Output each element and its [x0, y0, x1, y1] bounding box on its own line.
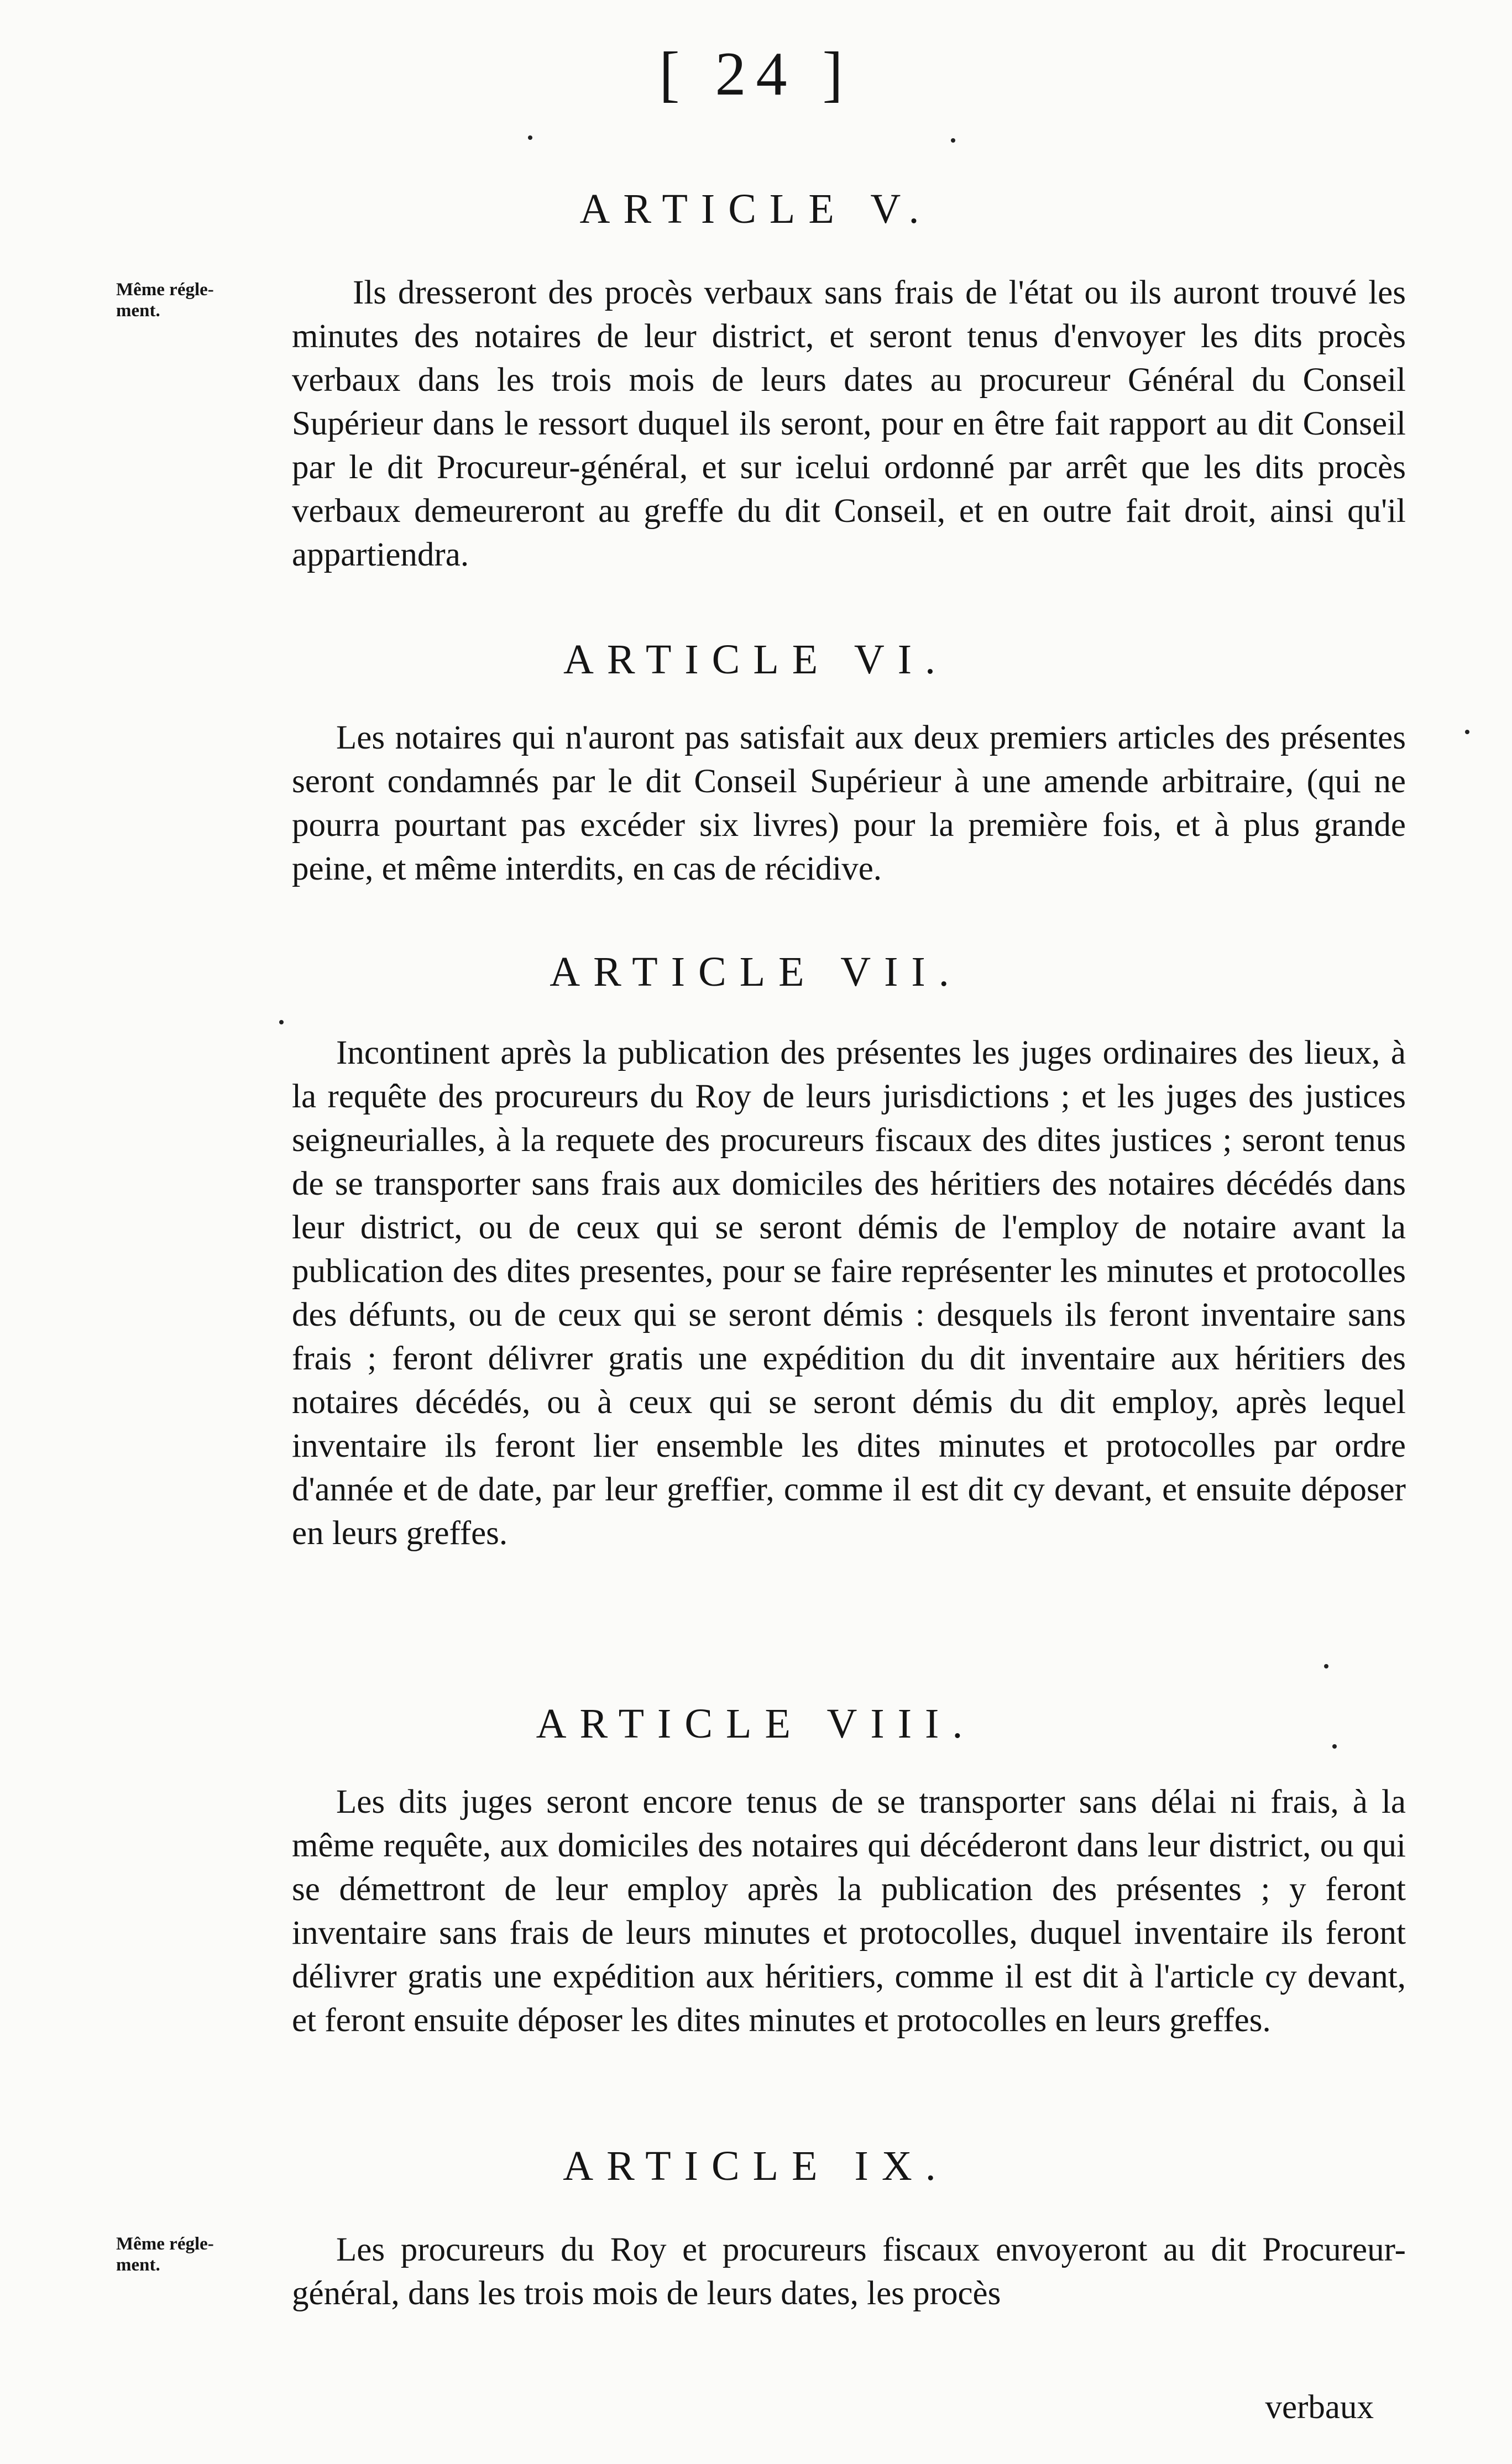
- ink-speck: [1332, 1744, 1337, 1749]
- ink-speck: [279, 1020, 284, 1024]
- ink-speck: [951, 138, 955, 143]
- article-body: Incontinent après la publication des présentes les juges ordinaires des lieux, à la requête des procureurs du Roy de leurs jurisdictions ; et les juges des justices seigneurialles, à la requete des procureurs fiscaux des dites justices ; seront tenus de se transporter sans frais aux domiciles des héritiers des notaires décédés dans leur district, ou de ceux qui se seront démis de l'employ de notaire avant la publication des dites presentes, pour se faire représenter les minutes et protocolles des défunts, ou de ceux qui se seront démis : desquels ils feront inventaire sans frais ; feront délivrer gratis une expédition du dit inventaire aux héritiers des notaires décédés, ou à ceux qui se seront démis du dit employ, après lequel inventaire ils feront lier ensemble les dites minutes et protocolles par ordre d'année et de date, par leur greffier, comme il est dit cy devant, et ensuite déposer en leurs greffes.: [292, 1034, 1406, 1552]
- ink-speck: [1465, 730, 1469, 734]
- article-title: ARTICLE VIII.: [536, 1701, 976, 1747]
- article-body: Les procureurs du Roy et procureurs fiscaux envoyeront au dit Procureur-général, dans les trois mois de leurs dates, les procès: [292, 2231, 1406, 2312]
- article-title: ARTICLE V.: [579, 186, 933, 232]
- marginal-note: Même régle- ment.: [116, 2234, 214, 2275]
- marginal-note: Même régle- ment.: [116, 280, 214, 321]
- ink-speck: [1324, 1664, 1328, 1668]
- article-title: ARTICLE VI.: [563, 636, 949, 683]
- article-body: Les dits juges seront encore tenus de se transporter sans délai ni frais, à la même requête, aux domiciles des notaires qui décéderont dans leur district, ou qui se démettront de leur employ après la publication des présentes ; y feront inventaire sans frais de leurs minutes et protocolles, duquel inventaire ils feront délivrer gratis une expédition aux héritiers, comme il est dit à l'article cy devant, et feront ensuite déposer les dites minutes et protocolles en leurs greffes.: [292, 1783, 1406, 2039]
- article-title: ARTICLE VII.: [550, 949, 962, 995]
- ink-speck: [528, 135, 532, 140]
- page-number: [ 24 ]: [659, 40, 853, 108]
- catchword: verbaux: [1265, 2389, 1374, 2426]
- article-title: ARTICLE IX.: [563, 2143, 949, 2189]
- article-body: Ils dresseront des procès verbaux sans frais de l'état ou ils auront trouvé les minutes des notaires de leur district, et seront tenus d'envoyer les dits procès verbaux dans les trois mois de leurs dates au procureur Général du Conseil Supérieur dans le ressort duquel ils seront, pour en être fait rapport au dit Conseil par le dit Procureur-général, et sur icelui ordonné par arrêt que les dits procès verbaux demeureront au greffe du dit Conseil, et en outre fait droit, ainsi qu'il appartiendra.: [292, 274, 1406, 573]
- article-body: Les notaires qui n'auront pas satisfait aux deux premiers articles des présentes seront condamnés par le dit Conseil Supérieur à une amende arbitraire, (qui ne pourra pourtant pas excéder six livres) pour la première fois, et à plus grande peine, et même interdits, en cas de récidive.: [292, 719, 1406, 887]
